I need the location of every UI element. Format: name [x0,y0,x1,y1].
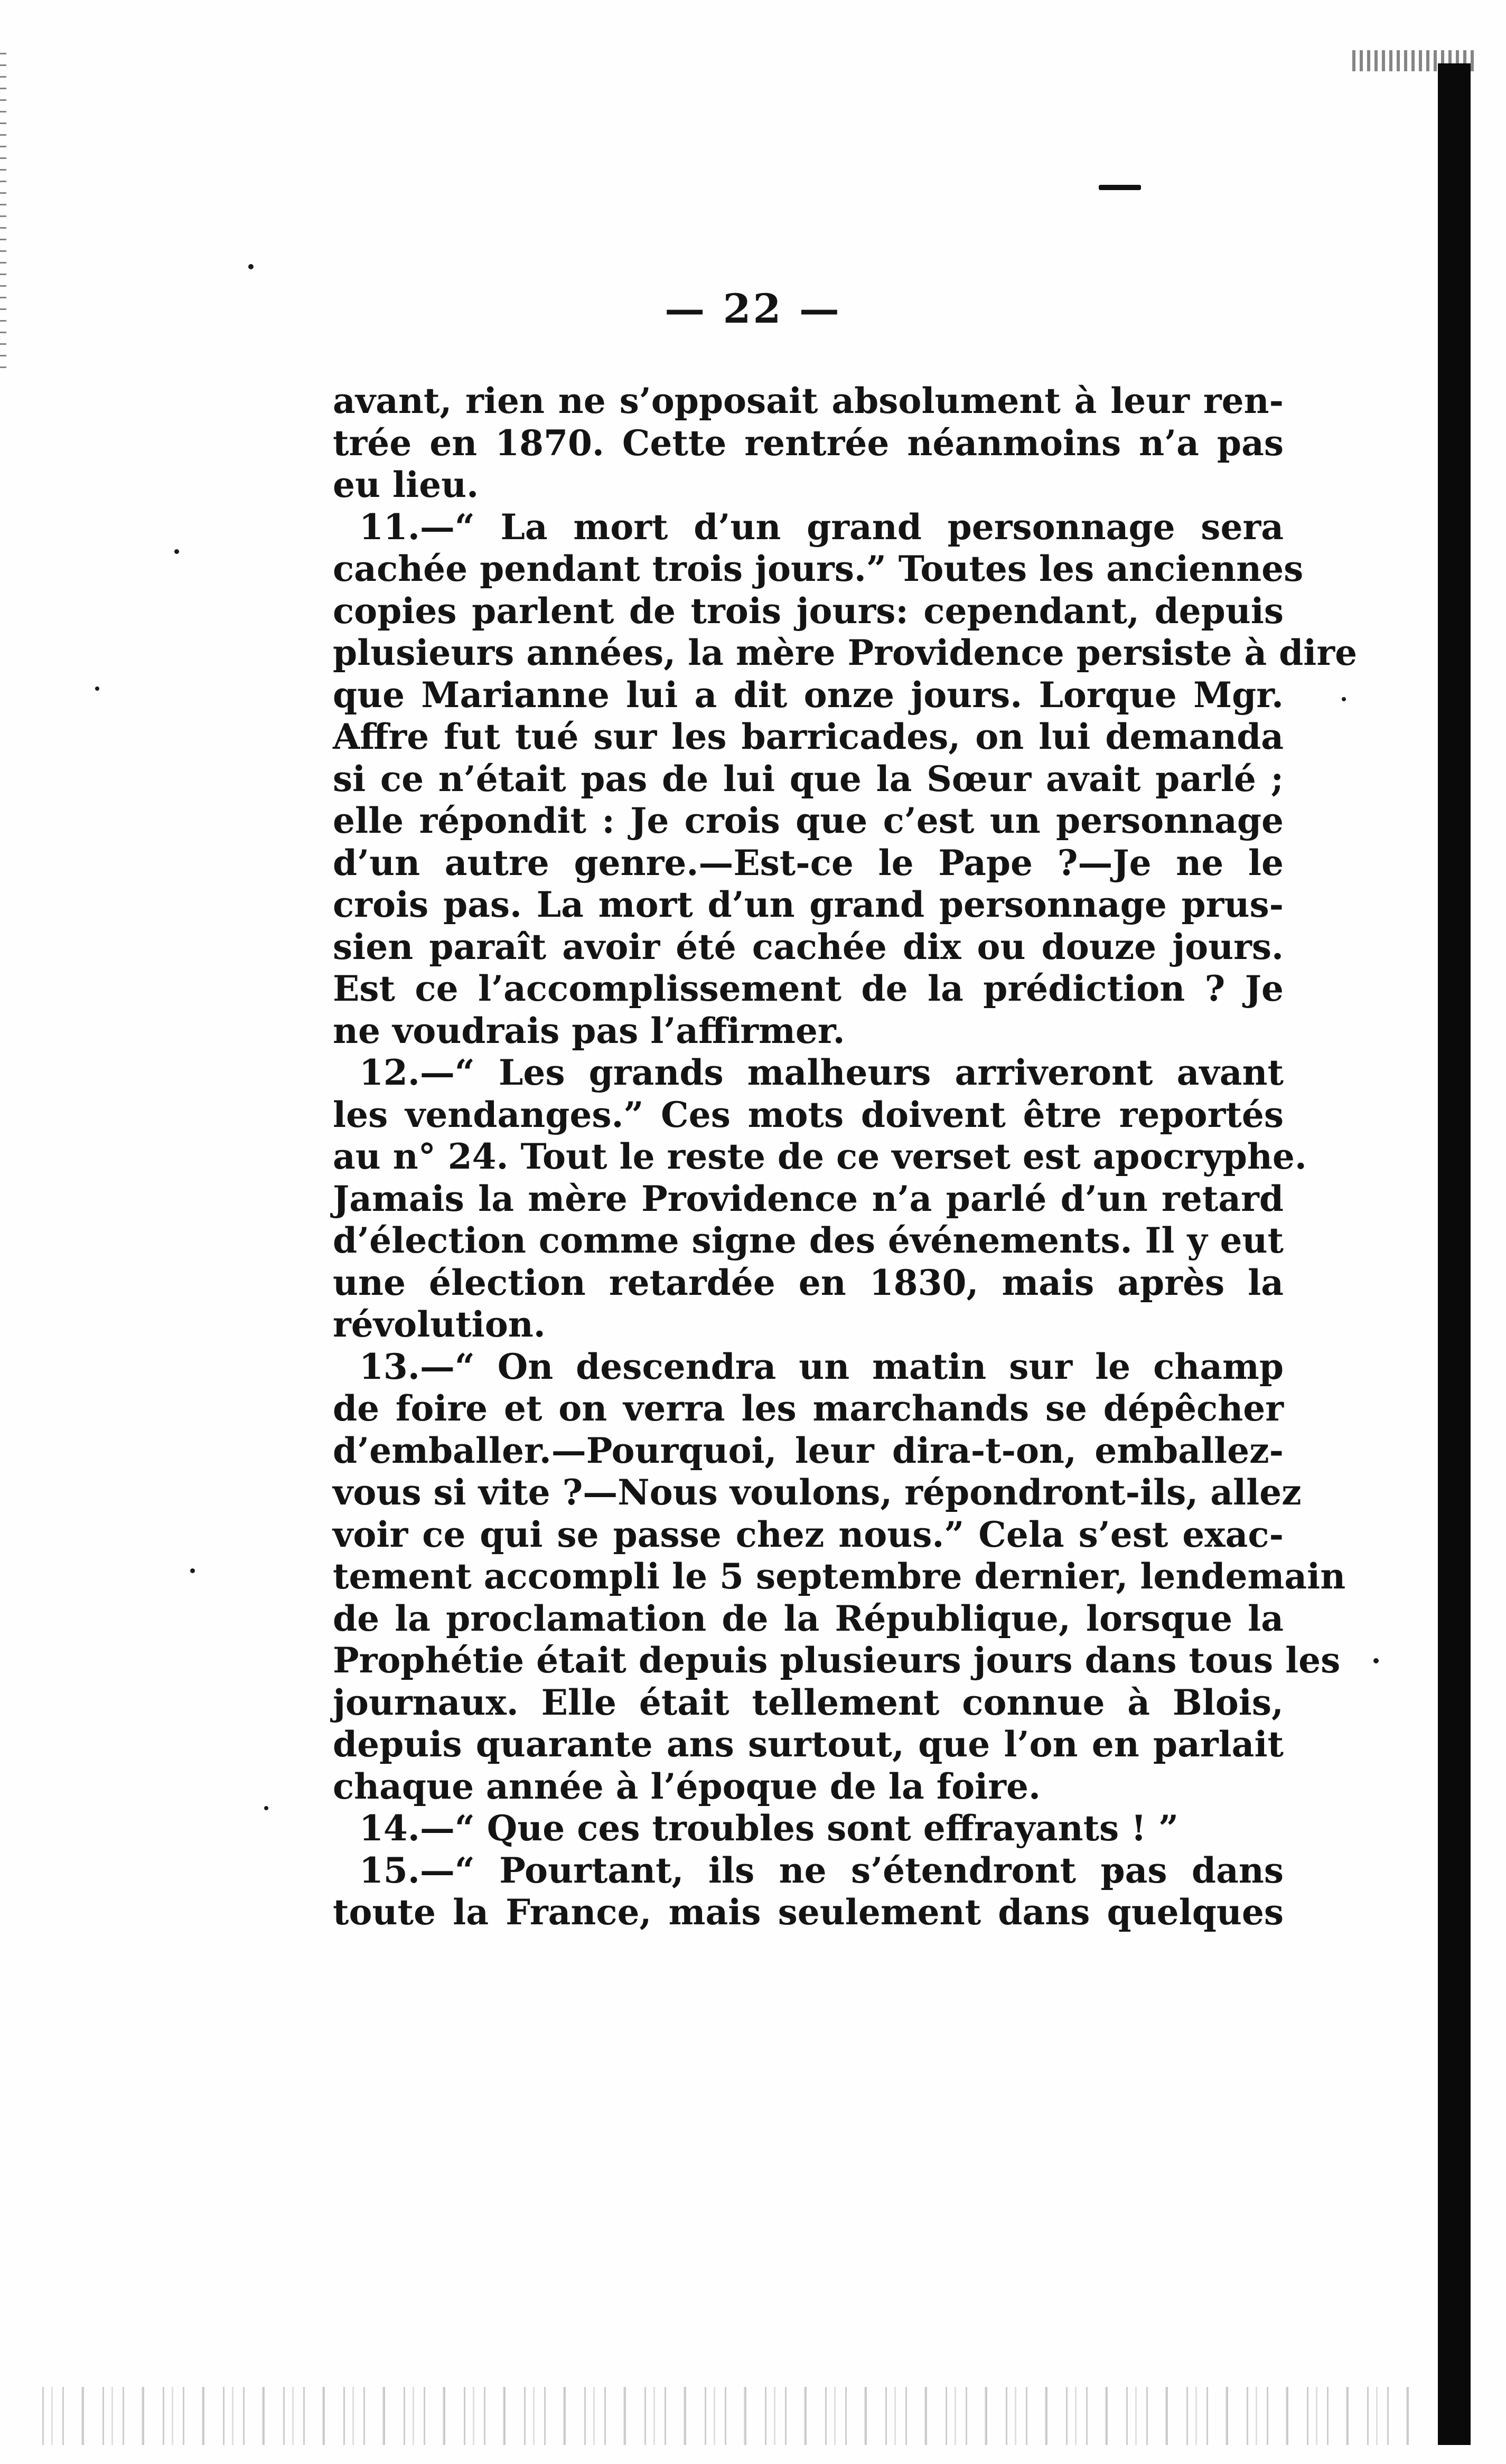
text-line: eu lieu. [333,464,479,505]
text-line: sien paraît avoir été cachée dix ou douze jours. [333,926,1284,967]
text-line: au n° 24. Tout le reste de ce verset est apocryphe. [333,1136,1307,1177]
speck [95,686,99,691]
text-line: 13.—“ On descendra un matin sur le champ [359,1346,1284,1387]
text-line: Prophétie était depuis plusieurs jours dans tous les [333,1640,1341,1681]
speck [1373,1658,1379,1663]
body-text [333,380,1358,1934]
speck [174,549,179,554]
text-line: voir ce qui se passe chez nous.” Cela s’est exac- [333,1513,1284,1555]
text-line: de la proclamation de la République, lorsque la [333,1597,1284,1639]
text-line: si ce n’était pas de lui que la Sœur avait parlé ; [333,758,1284,800]
page-number: — 22 — [665,285,841,332]
bottom-scan-noise [42,2387,1416,2445]
text-line: elle répondit : Je crois que c’est un personnage [333,800,1284,841]
text-line: journaux. Elle était tellement connue à Blois, [333,1681,1284,1723]
text-line: Jamais la mère Providence n’a parlé d’un retard [333,1178,1284,1219]
text-line: Affre fut tué sur les barricades, on lui demanda [333,716,1284,757]
text-line: 12.—“ Les grands malheurs arriveront avant [359,1052,1284,1093]
text-line: chaque année à l’époque de la foire. [333,1765,1041,1807]
text-line: les vendanges.” Ces mots doivent être reportés [333,1094,1284,1135]
text-line: 11.—“ La mort d’un grand personnage sera [359,506,1284,548]
text-line: révolution. [333,1304,546,1345]
text-line: d’un autre genre.—Est-ce le Pape ?—Je ne le [333,842,1284,883]
text-line: trée en 1870. Cette rentrée néanmoins n’a pas [333,422,1284,464]
text-line: copies parlent de trois jours: cependant, depuis [333,590,1284,632]
text-line: depuis quarante ans surtout, que l’on en parlait [333,1724,1284,1765]
text-line: une élection retardée en 1830, mais après la [333,1262,1284,1303]
text-line: plusieurs années, la mère Providence persiste à dire [333,632,1358,673]
text-line: d’emballer.—Pourquoi, leur dira-t-on, emballez- [333,1430,1284,1471]
text-line: Est ce l’accomplissement de la prédiction ? Je [333,968,1284,1009]
text-line: toute la France, mais seulement dans quelques [333,1892,1284,1933]
text-line: tement accompli le 5 septembre dernier, lendemain [333,1556,1346,1597]
ink-mark [1099,185,1141,190]
text-line: 15.—“ Pourtant, ils ne s’étendront pas dans [359,1849,1284,1891]
speck [264,1806,268,1810]
text-line: 14.—“ Que ces troubles sont effrayants ! ” [359,1808,1179,1849]
speck [1342,697,1346,701]
text-line: d’élection comme signe des événements. Il y eut [333,1220,1284,1261]
binding-edge [1438,63,1471,2445]
text-line: crois pas. La mort d’un grand personnage prus- [333,884,1284,925]
text-line: de foire et on verra les marchands se dépêcher [333,1388,1284,1429]
speck [190,1568,195,1573]
text-line: avant, rien ne s’opposait absolument à leur ren- [333,380,1284,421]
speck [248,264,254,269]
text-line: cachée pendant trois jours.” Toutes les anciennes [333,548,1304,589]
text-line: ne voudrais pas l’affirmer. [333,1010,845,1051]
text-line: vous si vite ?—Nous voulons, répondront-ils, allez [333,1472,1302,1513]
text-line: que Marianne lui a dit onze jours. Lorque Mgr. [333,674,1284,716]
